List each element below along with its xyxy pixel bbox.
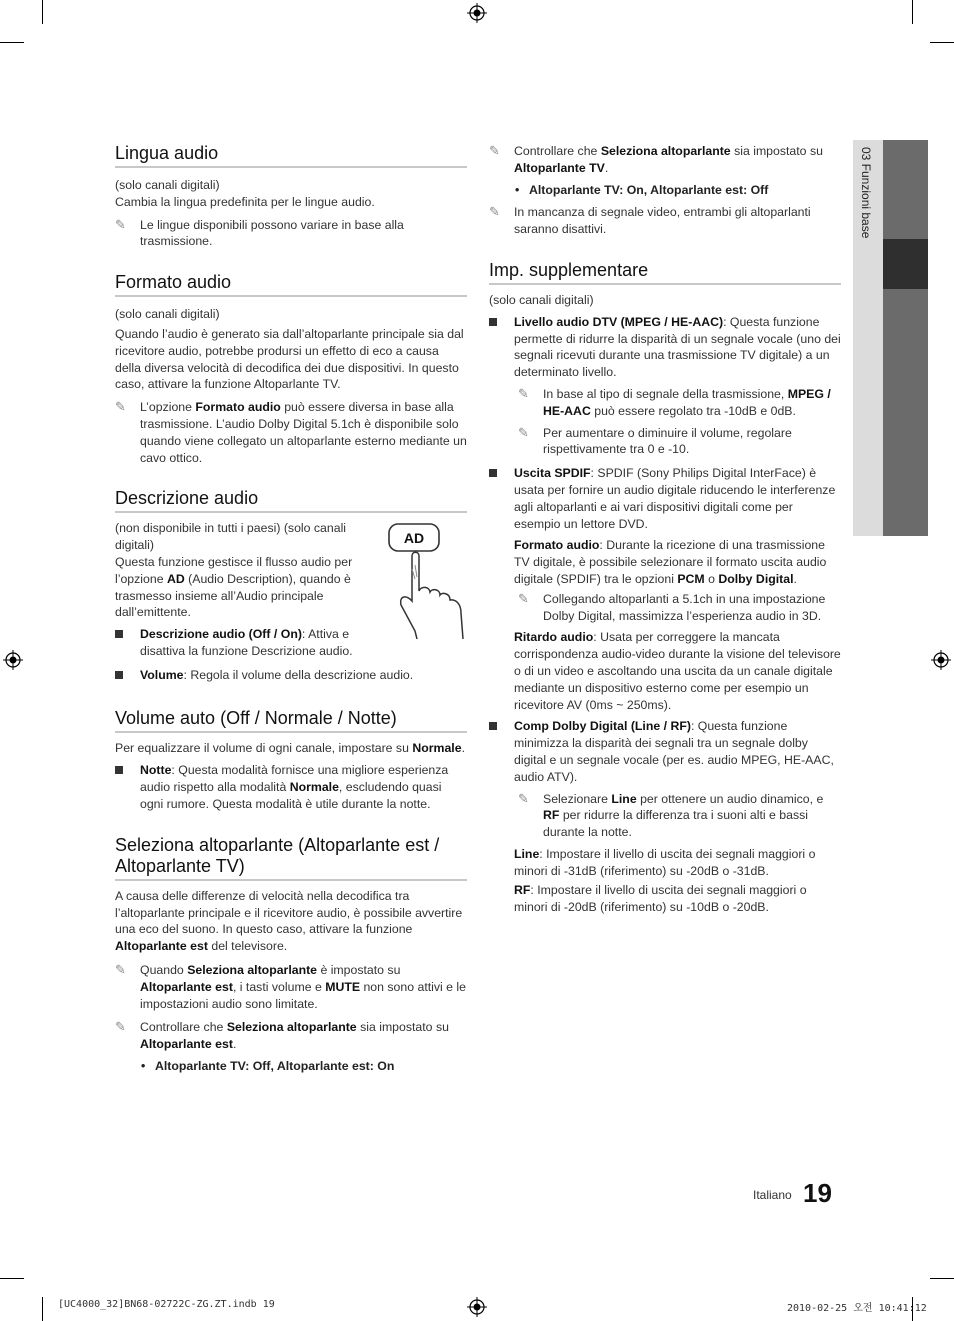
section-lingua-audio (115, 143, 467, 250)
note: ✎ Controllare che Seleziona altoparlante sia impostato su Altoparlante TV. (489, 144, 823, 175)
dot-bullet-icon: • (141, 1058, 146, 1073)
square-bullet-icon (115, 630, 123, 638)
list-item: Uscita SPDIF: SPDIF (Sony Philips Digital InterFace) è usata per fornire un audio digitale riducendo le interferenze agli altoparlanti e ai vari dispositivi digitali come per esempio un lettore DVD. (489, 465, 841, 532)
section-title: Volume auto (Off / Normale / Notte) (115, 708, 467, 733)
pencil-note-icon: ✎ (518, 591, 529, 607)
section-title: Seleziona altoparlante (Altoparlante est / Altoparlante TV) (115, 835, 467, 881)
note: ✎ Selezionare Line per ottenere un audio dinamico, e RF per ridurre la differenza tra i suoni alti e bassi durante la notte. (518, 791, 824, 840)
note: ✎ L’opzione Formato audio può essere diversa in base alla trasmissione. L’audio Dolby Digital 5.1ch è disponibile solo quando viene collegato un altoparlante esterno mediante un cavo ottico. (115, 400, 467, 465)
section-volume-auto (115, 708, 467, 813)
scope-text: (non disponibile in tutti i paesi) (solo canali digitali) (115, 521, 347, 553)
list-item: • Altoparlante TV: Off, Altoparlante est: On (141, 1058, 395, 1073)
page-number: 19 (803, 1178, 832, 1208)
print-timestamp: 2010-02-25 오전 10:41:12 (787, 1303, 927, 1314)
side-tab-bar (883, 140, 928, 536)
description: A causa delle differenze di velocità nella decodifica tra l’altoparlante principale e il ricevitore audio, è possibile avvertire una eco del suono. In questo caso, attivare la funzione Altoparlante est del televisore. (115, 888, 463, 954)
note: ✎ In mancanza di segnale video, entrambi gli altoparlanti saranno disattivi. (489, 205, 811, 237)
list-item: Descrizione audio (Off / On): Attiva e disattiva la funzione Descrizione audio. (115, 626, 362, 660)
crop-mark (0, 1278, 24, 1279)
list-item: Volume: Regola il volume della descrizione audio. (115, 667, 467, 684)
section-seleziona-altoparlante (115, 835, 467, 1075)
crop-mark (930, 42, 954, 43)
description: Questa funzione gestisce il flusso audio per l’opzione AD (Audio Description), quando è trasmesso insieme all’Audio principale dall’emittente. (115, 554, 353, 620)
note: ✎ Quando Seleziona altoparlante è impostato su Altoparlante est, i tasti volume e MUTE non sono attivi e le impostazioni audio sono limitate. (115, 962, 467, 1011)
note: ✎ Per aumentare o diminuire il volume, regolare rispettivamente tra 0 e -10. (518, 425, 792, 457)
crop-mark (0, 42, 24, 43)
section-title: Lingua audio (115, 143, 467, 168)
pencil-note-icon: ✎ (489, 144, 500, 159)
pencil-note-icon: ✎ (518, 791, 529, 807)
description: Cambia la lingua predefinita per le lingue audio. (115, 194, 375, 209)
note: ✎ Collegando altoparlanti a 5.1ch in una impostazione Dolby Digital, massimizza l’esperienza audio in 3D. (518, 591, 826, 623)
sub-paragraph: Line: Impostare il livello di uscita dei segnali maggiori o minori di -31dB (riferimento) su -20dB o -31dB. (514, 846, 816, 878)
square-bullet-icon (489, 469, 497, 477)
section-title: Formato audio (115, 272, 467, 297)
pencil-note-icon: ✎ (489, 205, 500, 221)
registration-mark-icon (467, 1297, 487, 1317)
pencil-note-icon: ✎ (115, 962, 126, 978)
description: Quando l’audio è generato sia dall’altoparlante principale sia dal ricevitore audio, potrebbe prodursi un effetto di eco a causa della diversa velocità di decodifica dei due dispositivi. In questo caso, attivare la funzione Altoparlante TV. (115, 326, 464, 392)
list-item: Livello audio DTV (MPEG / HE-AAC): Questa funzione permette di ridurre la disparità di un segnale vocale (uno dei segnali ricevuti durante una trasmissione TV digitale) a un determinato livello. (489, 314, 841, 381)
right-column (489, 143, 841, 916)
pencil-note-icon: ✎ (115, 400, 126, 416)
section-formato-audio (115, 272, 467, 466)
ad-button-hand-illustration (385, 521, 467, 641)
sub-paragraph: RF: Impostare il livello di uscita dei segnali maggiori o minori di -20dB (riferimento) su -10dB o -20dB. (514, 883, 807, 915)
square-bullet-icon (489, 722, 497, 730)
crop-mark (912, 0, 913, 24)
crop-mark (930, 1278, 954, 1279)
print-imprint: [UC4000_32]BN68-02722C-ZG.ZT.indb 19 (58, 1299, 275, 1310)
registration-mark-icon (931, 650, 951, 670)
list-item: Comp Dolby Digital (Line / RF): Questa funzione minimizza la disparità dei segnali tra un segnale dolby digital e un segnale vocale (per es. audio MPEG, HE-AAC, audio ATV). (489, 718, 841, 785)
pencil-note-icon: ✎ (518, 425, 529, 441)
list-item: • Altoparlante TV: On, Altoparlante est: Off (515, 182, 769, 197)
side-tab-label: 03 Funzioni base (859, 147, 873, 239)
scope-text: (solo canali digitali) (115, 178, 220, 192)
note: ✎ Le lingue disponibili possono variare in base alla trasmissione. (115, 217, 404, 249)
sub-paragraph: Ritardo audio: Usata per correggere la mancata corrispondenza audio-video durante la visione del televisore o di un video e ascoltando una uscita da un canale digitale mediante un dispositivo esterno come per esempio un ricevitore AV (0ms ~ 250ms). (514, 630, 841, 712)
sub-paragraph: Formato audio: Durante la ricezione di una trasmissione TV digitale, è possibile selezionare il formato uscita audio digitale (SPDIF) tra le opzioni PCM o Dolby Digital. (514, 538, 827, 586)
registration-mark-icon (3, 650, 23, 670)
registration-mark-icon (467, 3, 487, 23)
section-title: Descrizione audio (115, 488, 467, 513)
scope-text: (solo canali digitali) (489, 292, 594, 307)
square-bullet-icon (489, 318, 497, 326)
footer-language: Italiano (753, 1188, 792, 1202)
section-title: Imp. supplementare (489, 260, 841, 285)
pencil-note-icon: ✎ (115, 1020, 126, 1036)
section-imp-supplementare (489, 260, 841, 916)
pencil-note-icon: ✎ (518, 386, 529, 402)
side-tab-active-marker (883, 239, 928, 289)
square-bullet-icon (115, 671, 123, 679)
note: ✎ In base al tipo di segnale della trasmissione, MPEG / HE-AAC può essere regolato tra -10dB e 0dB. (518, 386, 831, 418)
scope-text: (solo canali digitali) (115, 307, 220, 322)
crop-mark (42, 0, 43, 24)
crop-mark (42, 1297, 43, 1321)
description: Per equalizzare il volume di ogni canale, impostare su Normale. (115, 740, 465, 755)
dot-bullet-icon: • (515, 182, 520, 197)
ad-button-label: AD (403, 530, 425, 546)
note: ✎ Controllare che Seleziona altoparlante sia impostato su Altoparlante est. (115, 1020, 449, 1052)
square-bullet-icon (115, 766, 123, 774)
list-item: Notte: Questa modalità fornisce una migliore esperienza audio rispetto alla modalità Normale, escludendo quasi ogni rumore. Questa modalità è utile durante la notte. (115, 762, 467, 812)
pencil-note-icon: ✎ (115, 217, 126, 233)
